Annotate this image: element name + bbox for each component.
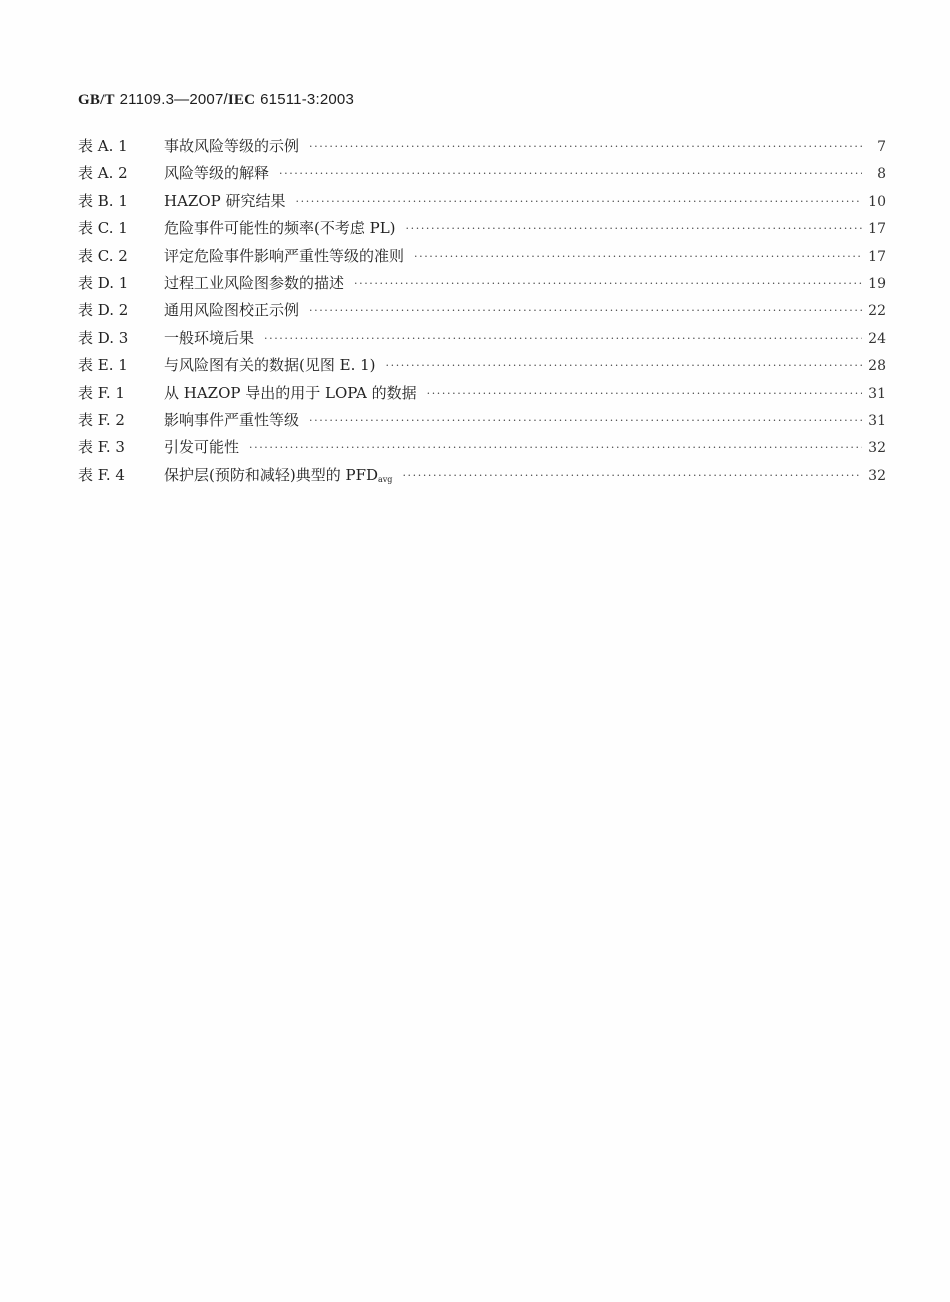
dot-leader <box>296 192 863 212</box>
toc-page-number: 32 <box>868 440 886 457</box>
dot-leader <box>249 438 862 458</box>
dot-leader <box>427 384 862 404</box>
iec-number: 61511-3:2003 <box>260 91 354 108</box>
toc-entry <box>78 300 886 327</box>
toc-entry <box>78 355 886 382</box>
toc-label: 表 F. 4 <box>78 465 125 484</box>
toc-title: 引发可能性 <box>164 438 240 457</box>
toc-title: 事故风险等级的示例 <box>164 137 300 155</box>
dot-leader <box>309 301 862 321</box>
toc-title: 与风险图有关的数据(见图 E. 1) <box>164 356 376 375</box>
toc-title: 从 HAZOP 导出的用于 LOPA 的数据 <box>164 383 417 402</box>
toc-page-number: 17 <box>868 221 886 238</box>
toc-title: 通用风险图校正示例 <box>164 301 300 320</box>
toc-page-number: 28 <box>868 358 886 375</box>
toc-label: 表 D. 2 <box>78 301 129 320</box>
toc-entry <box>78 136 886 163</box>
toc-entry <box>78 273 886 300</box>
toc-label: 表 F. 3 <box>78 438 125 457</box>
table-list <box>78 136 886 492</box>
toc-entry <box>78 328 886 355</box>
toc-label: 表 C. 1 <box>78 219 128 238</box>
toc-title: 危险事件可能性的频率(不考虑 PL) <box>164 219 396 238</box>
toc-title: 评定危险事件影响严重性等级的准则 <box>164 246 405 265</box>
dot-leader <box>406 219 862 239</box>
toc-label: 表 D. 1 <box>78 273 129 292</box>
toc-entry <box>78 465 886 492</box>
toc-page-number: 22 <box>868 303 886 320</box>
dot-leader <box>354 274 862 294</box>
toc-title-text: 保护层(预防和减轻)典型的 PFD <box>164 465 379 484</box>
toc-label: 表 D. 3 <box>78 328 129 347</box>
standard-number: 21109.3—2007/ <box>119 91 228 108</box>
toc-page-number: 31 <box>868 412 886 429</box>
toc-entry <box>78 191 886 218</box>
toc-page-number: 10 <box>868 193 886 210</box>
toc-label: 表 B. 1 <box>78 191 128 210</box>
toc-page-number: 31 <box>868 385 886 402</box>
toc-label: 表 A. 2 <box>78 164 128 183</box>
dot-leader <box>309 411 862 431</box>
toc-entry <box>78 246 886 273</box>
toc-entry <box>78 437 886 464</box>
toc-label: 表 A. 1 <box>78 137 128 155</box>
toc-page-number: 17 <box>868 248 886 265</box>
toc-title: 一般环境后果 <box>164 328 255 347</box>
toc-label: 表 F. 2 <box>78 410 125 429</box>
iec-prefix: IEC <box>227 92 256 108</box>
toc-entry <box>78 218 886 245</box>
page-header <box>78 90 354 109</box>
dot-leader <box>402 466 862 486</box>
dot-leader <box>264 329 862 349</box>
toc-label: 表 E. 1 <box>78 356 128 375</box>
toc-page-number: 19 <box>868 275 886 292</box>
toc-title: 过程工业风险图参数的描述 <box>164 273 345 292</box>
dot-leader <box>279 164 862 184</box>
toc-page-number: 32 <box>868 467 886 484</box>
toc-label: 表 F. 1 <box>78 383 125 402</box>
toc-label: 表 C. 2 <box>78 246 128 265</box>
toc-title <box>164 465 392 490</box>
toc-entry <box>78 410 886 437</box>
toc-entry <box>78 383 886 410</box>
dot-leader <box>386 356 862 376</box>
dot-leader <box>414 247 862 267</box>
toc-page-number: 24 <box>868 330 886 347</box>
dot-leader <box>309 137 862 157</box>
standard-prefix: GB/T <box>78 92 115 108</box>
toc-title: HAZOP 研究结果 <box>164 191 286 210</box>
toc-page-number: 7 <box>877 139 886 155</box>
toc-page-number: 8 <box>877 166 886 183</box>
toc-title-subscript: avg <box>378 474 393 484</box>
toc-title: 风险等级的解释 <box>164 164 270 183</box>
toc-title: 影响事件严重性等级 <box>164 410 300 429</box>
toc-entry <box>78 163 886 190</box>
